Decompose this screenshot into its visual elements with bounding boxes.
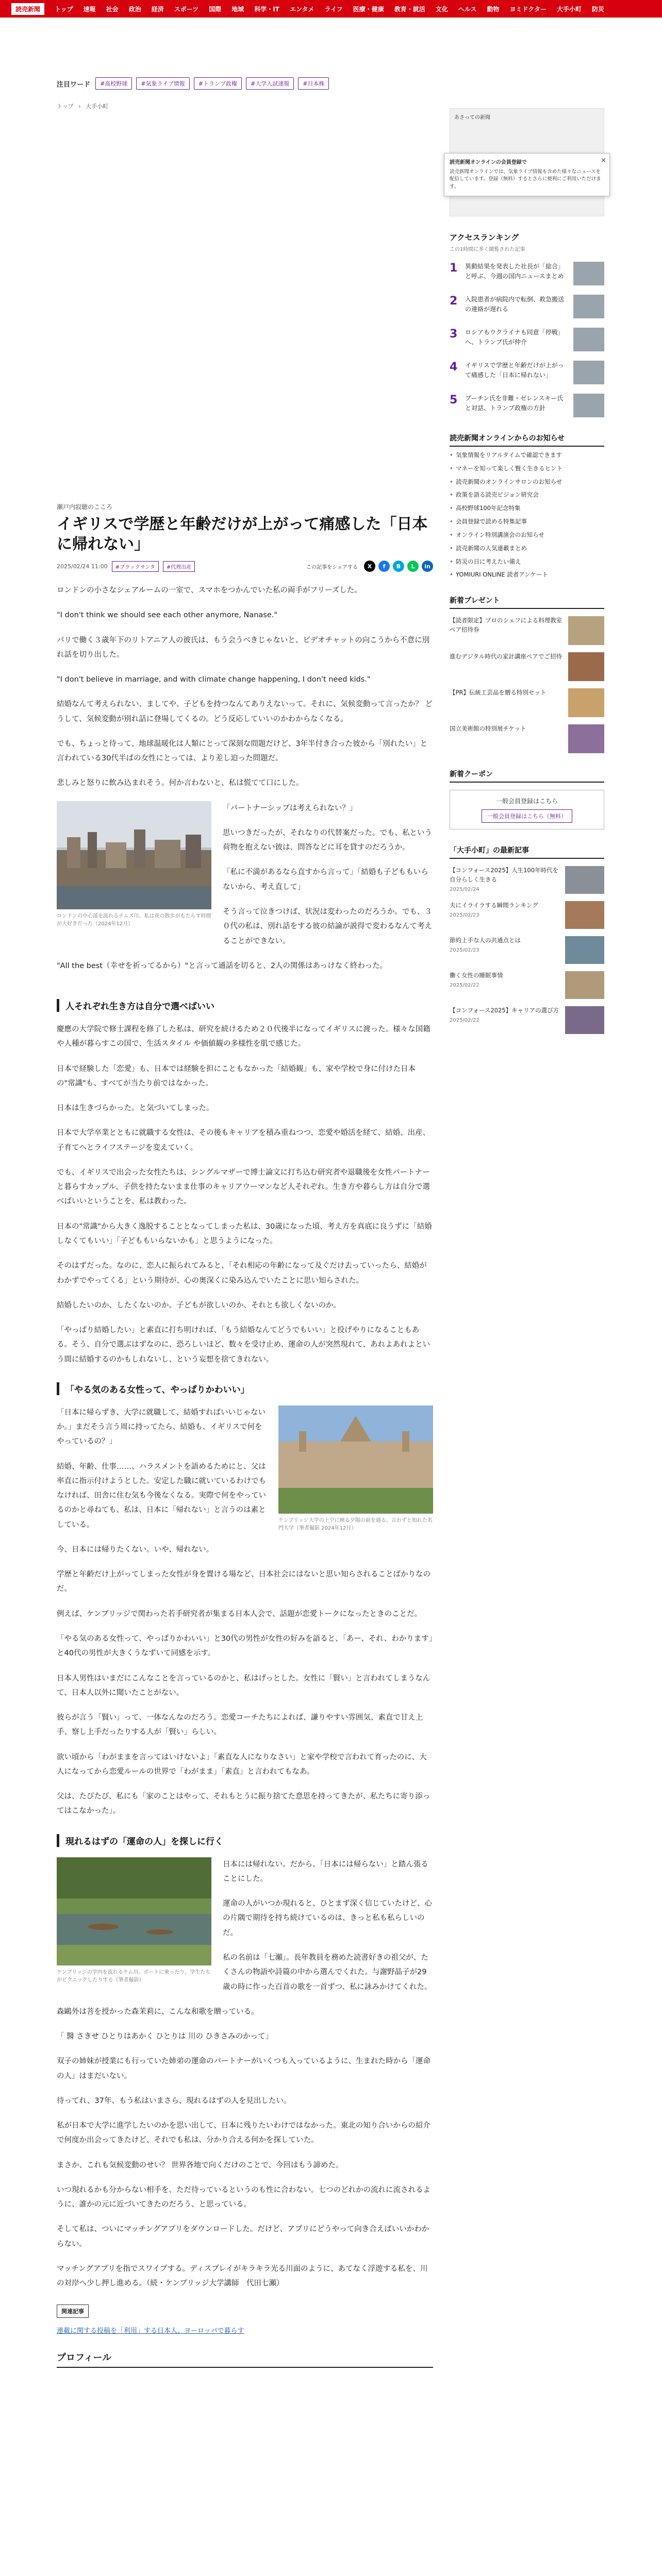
notice-item[interactable]: • 会員登録で読める特集記事 — [450, 517, 604, 527]
nav-item[interactable]: 動物 — [487, 5, 500, 13]
latest-thumbnail — [565, 866, 604, 894]
paragraph: そして私は、ついにマッチングアプリをダウンロードした。だけど、アプリにどうやって向き合えばいいかわからない。 — [57, 2225, 429, 2248]
nav-item[interactable]: スポーツ — [174, 5, 199, 13]
paragraph: 悲しみと怒りに飲み込まれそう。何か言わないと、私は慌てて口にした。 — [57, 779, 304, 788]
paragraph: 学歴と年齢だけ上がってしまった女性が身を置ける場など、日本社会にはないと思い知らされることばかりなのだ。 — [57, 1570, 431, 1594]
paragraph: 今、日本には帰りたくない。いや、帰れない。 — [57, 1545, 214, 1554]
latest-title: 「大手小町」の最新記事 — [450, 845, 604, 859]
gifts-title: 新着プレゼント — [450, 595, 604, 609]
nav-item[interactable]: 科学・IT — [254, 5, 279, 13]
line-share-icon[interactable]: L — [407, 561, 419, 572]
sidebar-ad-text: あさっての新聞 — [454, 115, 490, 121]
popup-title: 読売新聞オンラインの会員登録で — [450, 160, 527, 165]
latest-title: 働く女性の睡眠事情 — [450, 972, 503, 979]
rank-title: ロシアもウクライナも同意「停戦」へ、トランプ氏が仲介 — [465, 329, 564, 346]
ranking-item[interactable] — [450, 295, 604, 318]
article-headline: イギリスで学歴と年齢だけが上がって痛感した「日本に帰れない」 — [57, 515, 428, 553]
latest-text-wrap — [450, 1006, 565, 1034]
linkedin-share-icon[interactable]: in — [422, 561, 433, 572]
paragraph: 結婚なんて考えられない、ましてや、子どもを持つなんてありえないって。それに、気候変動って言ったか？ どうして、気候変動が別れ話に登場してくるの。どう反応していいのかわからなくなる。 — [57, 700, 433, 723]
gift-title: 国立美術館の特別展チケット — [450, 725, 526, 733]
popup-text: 読売新聞オンラインでは、気象ライブ情報も含めた様々なニュースを配信しています。登録（無料）するとさらに便利にご利用いただけます。 — [450, 169, 601, 190]
nav-item[interactable]: 教育・就活 — [394, 5, 425, 13]
trend-chip[interactable]: #大学入試速報 — [246, 77, 294, 90]
paragraph: そのはずだった。なのに、恋人に振られてみると、「それ相応の年齢になって及ぐだけ去っていったら、結婚がわかずでやってくる」という期待が、心の奥深くに染み込んでいたことに思い知らされた。 — [57, 1262, 427, 1285]
paragraph: 日本には帰れない。だから、「日本には帰らない」と踏ん張ることにした。 — [223, 1860, 428, 1883]
notice-item[interactable]: • 政策を語る読売ビジョン研究会 — [450, 490, 604, 500]
sidebar — [450, 108, 604, 1034]
hatena-share-icon[interactable]: B — [393, 561, 404, 572]
paragraph: 運命の人がいつか現れると、ひとまず深く信じていたけど、心の片隅で期待を持ち続けているのは、きっと私も私らしいのだ。 — [223, 1900, 432, 1937]
paragraph: 双子の姉妹が授業にも行っていた姉弟の運命のパートナーがいくつも入っているように、生まれた時から「運命の人」はまだいない。 — [57, 2057, 431, 2080]
ranking-item[interactable] — [450, 361, 604, 384]
trend-chip[interactable]: #トランプ政権 — [194, 77, 242, 90]
article-body — [57, 583, 433, 2368]
nav-item[interactable]: エンタメ — [289, 5, 315, 13]
nav-item[interactable]: ヘルス — [458, 5, 477, 13]
nav-item[interactable]: 政治 — [128, 5, 141, 13]
gift-item[interactable] — [450, 724, 604, 753]
paragraph: 「やっぱり結婚したい」と素直に打ち明ければ、「もう結婚なんてどうでもいい」と投げやりになることもある。そう、自分で選ぶはずなのに、恐ろしいほど、数々を受け止め、運命の人が突然現れて、あれよあれよという間に結婚するのかもしれないし、という妄想を捨てきれない。 — [57, 1326, 431, 1364]
paragraph: 日本は生きづらかった。と気づいてしまった。 — [57, 1104, 214, 1113]
latest-text-wrap — [450, 971, 565, 999]
latest-item[interactable] — [450, 901, 604, 929]
share-label: この記事をシェアする — [306, 564, 358, 570]
latest-title: 夫にイライラする瞬間ランキング — [450, 902, 538, 909]
latest-item[interactable] — [450, 936, 604, 964]
paragraph: 日本人男性はいまだにこんなことを言っているのかと、私はげっとした。女性に「賢い」と言われてしまうなんて、日本人以外に聞いたことがない。 — [57, 1674, 431, 1697]
rank-thumbnail — [573, 394, 604, 417]
top-ad-area — [0, 18, 662, 69]
paragraph: いつ現れるかも分からない相手を、ただ待っているというのも性に合わない。七つのどれかの流れに流されるように、誰かの元に近づいてきたのだろう、と思っている。 — [57, 2185, 431, 2209]
rank-thumbnail — [573, 295, 604, 318]
paragraph: "I don't believe in marriage, and with climate change happening, I don't need kids." — [57, 675, 371, 684]
article-tag[interactable]: #ブラックサンタ — [112, 561, 159, 572]
ranking-item[interactable] — [450, 394, 604, 417]
latest-title: 【コンフォース2025】人生100年時代を自分らしく生きる — [450, 867, 559, 883]
paragraph: でも、ちょっと待って、地球温暖化は人類にとって深刻な問題だけど、3年半付き合った彼から「別れたい」と言われている30代半ばの女性にとっては、より差し迫った問題だ。 — [57, 739, 428, 763]
figure-block — [57, 801, 433, 984]
register-button[interactable]: 一般会員登録はこちら（無料） — [482, 809, 572, 823]
nav-item[interactable]: 地域 — [231, 5, 244, 13]
article-tag[interactable]: #代理出産 — [163, 561, 195, 572]
paragraph: パリで働く３歳年下のリトアニア人の彼氏は、もう会うべきじゃないと、ビデオチャットの向こうから不意に別れ話を切り出した。 — [57, 636, 430, 659]
nav-item[interactable]: 国際 — [209, 5, 222, 13]
nav-item[interactable]: 社会 — [106, 5, 119, 13]
latest-item[interactable] — [450, 971, 604, 999]
paragraph: 待ってれ、37年、もう私はいまさら、現れるはずの人を見出したい。 — [57, 2096, 291, 2105]
paragraph: 結婚したいのか、したくないのか。子どもが欲しいのか、それとも欲しくないのか。 — [57, 1301, 341, 1310]
breadcrumb-current[interactable]: 大手小町 — [86, 103, 109, 110]
latest-text-wrap — [450, 936, 565, 964]
latest-date: 2025/02/24 — [450, 886, 479, 892]
access-ranking-title: アクセスランキング — [450, 233, 519, 242]
paragraph: 例えば、ケンブリッジで関わった若手研究者が集まる日本人会で、話題が恋愛トークになったときのことだ。 — [57, 1609, 422, 1618]
latest-title: 【コンフォース2025】キャリアの選び方 — [450, 1007, 559, 1014]
sidebar-ad[interactable] — [450, 108, 604, 216]
paragraph: 日本で経験した「恋愛」も、日本では経験を担にこともなかった「結婚観」も、家や学校で身に付けた日本の"常識"も、すべてが当たり前ではなかった。 — [57, 1064, 416, 1088]
paragraph: 思いつきだったが、それなりの代替案だった。でも、私という荷物を抱えない彼は、問答などに耳を貸すのだろうか。 — [223, 828, 432, 852]
figure-caption: ケンブリッジ大学の上空に映る夕陽の前を通る。言わずと知れた名門大学（筆者撮影 2024年12月） — [278, 1517, 433, 1531]
latest-text-wrap — [450, 901, 565, 929]
breadcrumb-home[interactable]: トップ — [57, 103, 74, 110]
notice-item[interactable]: • 高校野球100年記念特集 — [450, 504, 604, 513]
rank-number: 5 — [450, 394, 458, 406]
nav-item[interactable]: ライフ — [324, 5, 343, 13]
rank-thumbnail — [573, 262, 604, 285]
related-article-link[interactable]: 連載に関する投稿を「利用」する日本人、ヨーロッパで暮らす — [57, 2327, 244, 2335]
latest-date: 2025/02/22 — [450, 1017, 479, 1023]
latest-title: 節約上手な人の共通点とは — [450, 937, 521, 944]
gift-thumbnail — [568, 616, 604, 645]
publish-date: 2025/02/24 11:00 — [57, 563, 108, 570]
paragraph: 「やる気のある女性って、やっぱりかわいい」と30代の男性が女性の好みを語ると、「あー、それ、わかります」と40代の男性が大きくうなずいて同感を示す。 — [57, 1635, 433, 1658]
nav-item[interactable]: 読売新聞 — [11, 3, 44, 15]
article-meta — [57, 561, 433, 572]
paragraph: ロンドンの小さなシェアルームの一室で、スマホをつかんでいた私の両手がフリーズした。 — [57, 586, 362, 595]
paragraph: 結婚、年齢、仕事……、ハラスメントを語めるためにと、父は率直に指示付けようとした。安定した職に就いているわけでもなければ、田舎に住む気も今後なくなる。実際で何をやっているのかと尋ねても、私は、日本に「帰れない」と言うのは素としている。 — [57, 1462, 266, 1529]
main-column — [57, 111, 433, 2368]
figure — [278, 1405, 433, 1532]
cam-river-photo[interactable] — [57, 1857, 211, 1965]
gift-thumbnail — [568, 652, 604, 681]
coupons-title: 新着クーポン — [450, 769, 604, 783]
latest-thumbnail — [565, 971, 604, 999]
latest-item[interactable] — [450, 1006, 604, 1034]
ranking-item[interactable] — [450, 328, 604, 351]
trending-label: 注目ワード — [57, 80, 91, 89]
ad-slot — [57, 111, 433, 497]
gift-item[interactable] — [450, 652, 604, 681]
nav-item[interactable]: 防災 — [592, 5, 605, 13]
nav-item[interactable]: ヨミドクター — [509, 5, 547, 13]
paragraph: 彼らが言う「賢い」って、一体なんなのだろう。恋愛コーチたちによれば、謙りやすい雰囲気、素直で甘え上手、察し上手だったりする人が「賢い」らしい。 — [57, 1714, 423, 1737]
trending-words — [57, 77, 333, 90]
access-ranking-note: この1時間に多く閲覧された記事 — [450, 247, 525, 252]
profile-heading: プロフィール — [57, 2350, 433, 2368]
global-nav — [0, 0, 662, 18]
trend-chip[interactable]: #気象ライブ情報 — [136, 77, 190, 90]
paragraph: 慶應の大学院で修士課程を修了した私は、研究を続けるため２０代後半になってイギリスに渡った。様々な国籍や人種が暮らすこの国で、生活スタイル や価値観の多様性を肌で感じた。 — [57, 1025, 431, 1048]
rank-thumbnail — [573, 328, 604, 351]
cambridge-college-photo[interactable] — [278, 1405, 433, 1514]
latest-text-wrap — [450, 866, 565, 894]
signup-popup — [444, 153, 610, 196]
nav-item[interactable]: 医療・健康 — [353, 5, 384, 13]
rank-number: 4 — [450, 361, 458, 374]
nav-item[interactable]: 文化 — [435, 5, 448, 13]
gift-item[interactable] — [450, 616, 604, 645]
coupon-box — [450, 790, 604, 829]
poem: 「 醫 さきせ ひとりはあかく ひとりは 川の ひきさみのかって」 — [57, 2032, 273, 2041]
trend-chip[interactable]: #高校野球 — [95, 77, 132, 90]
paragraph: 「私に不満があるなら直すから言って」「結婚も子どももいらないから、考え直して」 — [223, 868, 428, 891]
notice-item[interactable]: • オンライン特別講演会のお知らせ — [450, 531, 604, 540]
gift-title: 進むデジタル時代の家計講座ペアでご招待 — [450, 653, 562, 660]
breadcrumb-separator: › — [78, 103, 81, 110]
coupon-text: 一般会員登録はこちら — [495, 798, 558, 805]
paragraph: 欲い頃から「わがままを言ってはいけないよ」「素直な人になりなさい」と家や学校で言われて育ったのに、大人になってから恋愛ルールの世界で「わがまま」「素直」と言われてもなあ。 — [57, 1753, 427, 1776]
notice-item[interactable]: • マネーを知って楽しく賢く生きるヒント — [450, 464, 604, 473]
nav-item[interactable]: 速報 — [83, 5, 96, 13]
nav-item[interactable]: 大手小町 — [556, 5, 582, 13]
paragraph: "I don't think we should see each other anymore, Nanase." — [57, 611, 278, 620]
rank-number: 3 — [450, 328, 458, 341]
section-heading: 現れるはずの「運命の人」を探しに行く — [57, 1834, 433, 1847]
paragraph: 森鷗外は菩を授かった森茉莉に、こんな和歌を贈っている。 — [57, 2007, 259, 2016]
latest-date: 2025/02/22 — [450, 982, 479, 988]
notices-title: 読売新聞オンラインからのお知らせ — [450, 433, 604, 447]
gift-title: 【読者限定】プロのシェフによる料理教室ペア招待券 — [450, 617, 562, 633]
paragraph: 日本の"常識"から大きく逸脱することとなってしまった私は、30歳になった頃、考え方を真底に良うずに「結婚しなくてもいい」「子どももいらないかも」と思うようになった。 — [57, 1222, 432, 1245]
nav-item[interactable]: 経済 — [151, 5, 164, 13]
rank-title: 異動結果を発表した社長が「総合」と呼ぶ、今週の国内ニュースまとめ — [465, 263, 565, 280]
gift-thumbnail — [568, 724, 604, 753]
rank-title: イギリスで学歴と年齢だけが上がって痛感した「日本に帰れない」 — [465, 362, 564, 379]
notice-item[interactable]: • 読売新聞の人気連載まとめ — [450, 544, 604, 553]
figure-caption: ケンブリッジの学内を流れるケム川。ボートに乗ったり、学生たちがピクニックしたりする（筆者撮影） — [57, 1969, 211, 1983]
related-badge: 関連記事 — [57, 2304, 89, 2318]
rank-thumbnail — [573, 361, 604, 384]
close-icon[interactable]: × — [601, 157, 606, 164]
notice-item[interactable]: • 気象情報をリアルタイムで確認できます — [450, 451, 604, 460]
paragraph: 私が日本で大学に進学したいのかを思い出して、日本に残りたいわけではなかった。東北の知り合いからの紹介で何度か出会ってきたけど、それでも私は、分かり合える何かを探していた。 — [57, 2122, 431, 2145]
latest-date: 2025/02/23 — [450, 947, 479, 953]
breadcrumb — [57, 102, 111, 110]
paragraph: 日本で大学卒業とともに就職する女性は、その後もキャリアを積み重ねつつ、恋愛や婚活を経て、結婚、出産、子育てへとライフステージを変えていく。 — [57, 1129, 431, 1152]
notice-item[interactable]: • 防災の日に考えたい備え — [450, 557, 604, 567]
figure-caption: ロンドンの中心部を流れるテムズ川。私は夜の散歩がもたらす時間が大好きだった（2024年12月） — [57, 913, 211, 927]
london-thames-photo[interactable] — [57, 801, 211, 909]
paragraph: 父は、たびたび、私にも「家のことはやって、それもとうに振り捨てた意思を持ってきたが、私たちに寄り添ってはこなかった」。 — [57, 1792, 431, 1816]
latest-thumbnail — [565, 901, 604, 929]
paragraph: マッチングアプリを指でスワイプする。ディスプレイがキラキラ光る川面のように、あてなく浮遊する私を、川の対岸へ少し押し進める。（続・ケンブリッジ大学講師 代田七瀬） — [57, 2264, 428, 2288]
ranking-item[interactable] — [450, 262, 604, 285]
trend-chip[interactable]: #日本株 — [298, 77, 329, 90]
x-share-icon[interactable]: X — [364, 561, 375, 572]
article-series[interactable]: 瀬戸内寂聴のこころ — [57, 503, 113, 511]
latest-thumbnail — [565, 1006, 604, 1034]
section-heading: 人それぞれ生き方は自分で選べばいい — [57, 999, 433, 1012]
gift-title: 【PR】伝統工芸品を贈る特別セット — [450, 689, 547, 697]
latest-date: 2025/02/23 — [450, 912, 479, 918]
figure — [57, 801, 211, 928]
notice-item[interactable]: • YOMIURI ONLINE 読者アンケート — [450, 570, 604, 580]
paragraph: でも、イギリスで出会った女性たちは、シングルマザーで博士論文に打ち込む研究者や退職後を女性パートナーと暮らすカップル、子供を持たないまま仕事のキャリアウーマンなど人それぞれ。生き方や暮らし方は自分で選べばいいということを、私は教わった。 — [57, 1168, 430, 1206]
gift-thumbnail — [568, 688, 604, 717]
rank-number: 2 — [450, 295, 458, 308]
latest-item[interactable] — [450, 866, 604, 894]
paragraph: 「日本に帰らずき、大学に就職して、結婚すればいいじゃないか。」まだそう言う周に持ってたら、結婚も、イギリスで何をやっているの？」 — [57, 1408, 266, 1446]
paragraph: 私の名前は「七瀬」。長年教員を務めた読書好きの祖父が、たくさんの物語や詩篇の中から選んでくれた。与謝野晶子が29歳の時に作った百首の歌を一首ずつ、私に詠みかけてくれた。 — [223, 1954, 432, 1991]
section-heading: 「やる気のある女性って、やっぱりかわいい」 — [57, 1382, 433, 1395]
notice-item[interactable]: • 読売新聞のオンラインサロンのお知らせ — [450, 478, 604, 487]
gift-item[interactable] — [450, 688, 604, 717]
figure — [57, 1857, 211, 1984]
paragraph: まさか、これも気候変動のせい？ 世界各地で向くだけのことで、今回はもう諦めた。 — [57, 2161, 343, 2170]
paragraph: そう言って泣きつけば、状況は変わったのだろうか。でも、３０代の私は、別れ話をする彼の結論が説得で変わるなんて考えることができない。 — [223, 907, 432, 945]
latest-thumbnail — [565, 936, 604, 964]
rank-title: プーチン氏を非難・ゼレンスキー氏と対話、トランプ政権の方針 — [465, 395, 564, 412]
facebook-share-icon[interactable]: f — [378, 561, 390, 572]
figure-block — [57, 1857, 433, 2005]
nav-item[interactable]: トップ — [55, 5, 73, 13]
share-bar — [306, 561, 433, 572]
paragraph: 「パートナーシップは考えられない？」 — [223, 804, 357, 812]
paragraph: "All the best（幸せを祈ってるから）"と言って通話を切ると、2人の関係はあっけなく終わった。 — [57, 961, 388, 970]
figure-block — [57, 1405, 433, 1543]
rank-title: 入院患者が病院内で転倒、救急搬送の連絡が遅れる — [465, 296, 565, 313]
rank-number: 1 — [450, 262, 458, 275]
